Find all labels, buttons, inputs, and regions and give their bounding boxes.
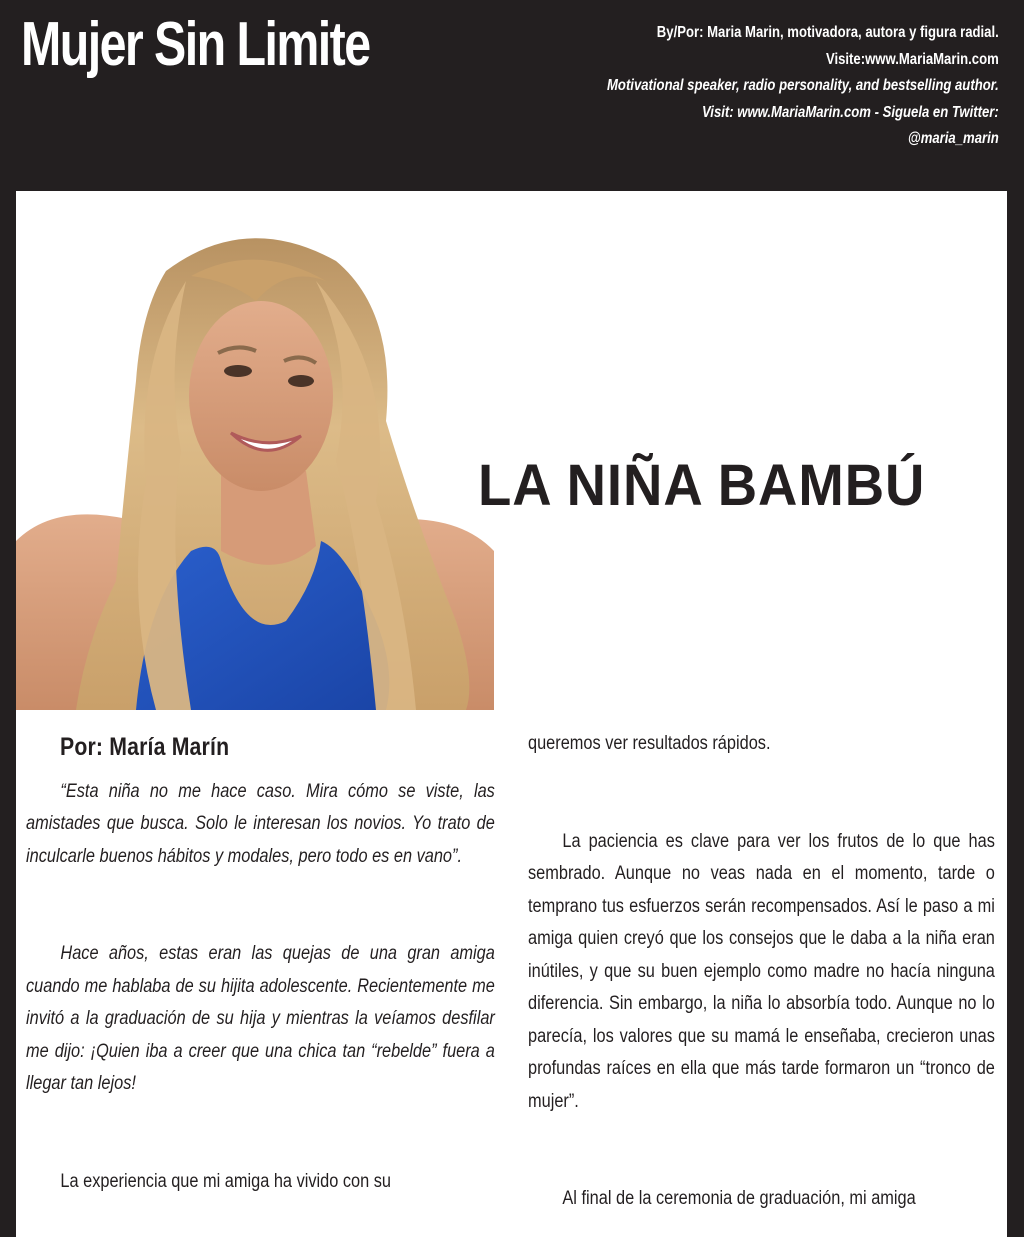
article-right-column <box>528 726 996 1209</box>
byline-website-spanish[interactable]: Visite:www.MariaMarin.com <box>826 50 999 68</box>
byline-line-english: Motivational speaker, radio personality, and bestselling author. <box>607 77 999 94</box>
article-panel <box>16 191 1007 1237</box>
article-left-column <box>26 726 496 1198</box>
byline-website-english[interactable]: Visit: www.MariaMarin.com - Siguela en Twitter: <box>702 103 999 121</box>
paragraph-spacer <box>26 873 496 938</box>
masthead-title: Mujer Sin Limite <box>21 10 370 79</box>
paragraph-spacer <box>26 1101 496 1166</box>
paragraph-patience: La paciencia es clave para ver los frutos de lo que has sembrado. Aunque no veas nada en el momento, tarde o temprano tus esfuerzos serán recompensados. Así le paso a mi amiga quien creyó que los consejos que le daba a la niña eran inútiles, y que su buen ejemplo como madre no hacía ninguna diferencia. Sin embargo, la niña lo absorbía todo. Aunque no lo parecía, los valores que su mamá le enseñaba, crecieron unas profundas raíces en ella que más tarde formaron un “tronco de mujer”. <box>528 830 995 1112</box>
author-byline: Por: María Marín <box>60 733 230 761</box>
paragraph-continuation: queremos ver resultados rápidos. <box>528 733 771 754</box>
byline-block <box>521 20 999 153</box>
header-bar <box>0 0 1024 191</box>
twitter-handle[interactable]: @maria_marin <box>908 130 999 147</box>
paragraph-graduation-clipped: Al final de la ceremonia de graduación, mi amiga <box>562 1188 916 1209</box>
paragraph-intro: Hace años, estas eran las quejas de una gran amiga cuando me hablaba de su hijita adolescente. Recientemente me invitó a la graduación de su hija y mientras la veíamos desfilar me dijo: ¡Quien iba a creer que una chica tan “rebelde” fuera a llegar tan lejos! <box>26 943 495 1094</box>
paragraph-spacer <box>528 1118 996 1183</box>
article-title: LA NIÑA BAMBÚ <box>478 452 926 518</box>
paragraph-experience: La experiencia que mi amiga ha vivido con su <box>60 1170 392 1192</box>
byline-line-spanish: By/Por: Maria Marin, motivadora, autora y figura radial. <box>657 24 999 41</box>
paragraph-spacer <box>528 761 996 826</box>
author-photo <box>16 221 494 710</box>
paragraph-quote: “Esta niña no me hace caso. Mira cómo se viste, las amistades que busca. Solo le interesan los novios. Yo trato de inculcarle buenos hábitos y modales, pero todo es en vano”. <box>26 780 495 867</box>
